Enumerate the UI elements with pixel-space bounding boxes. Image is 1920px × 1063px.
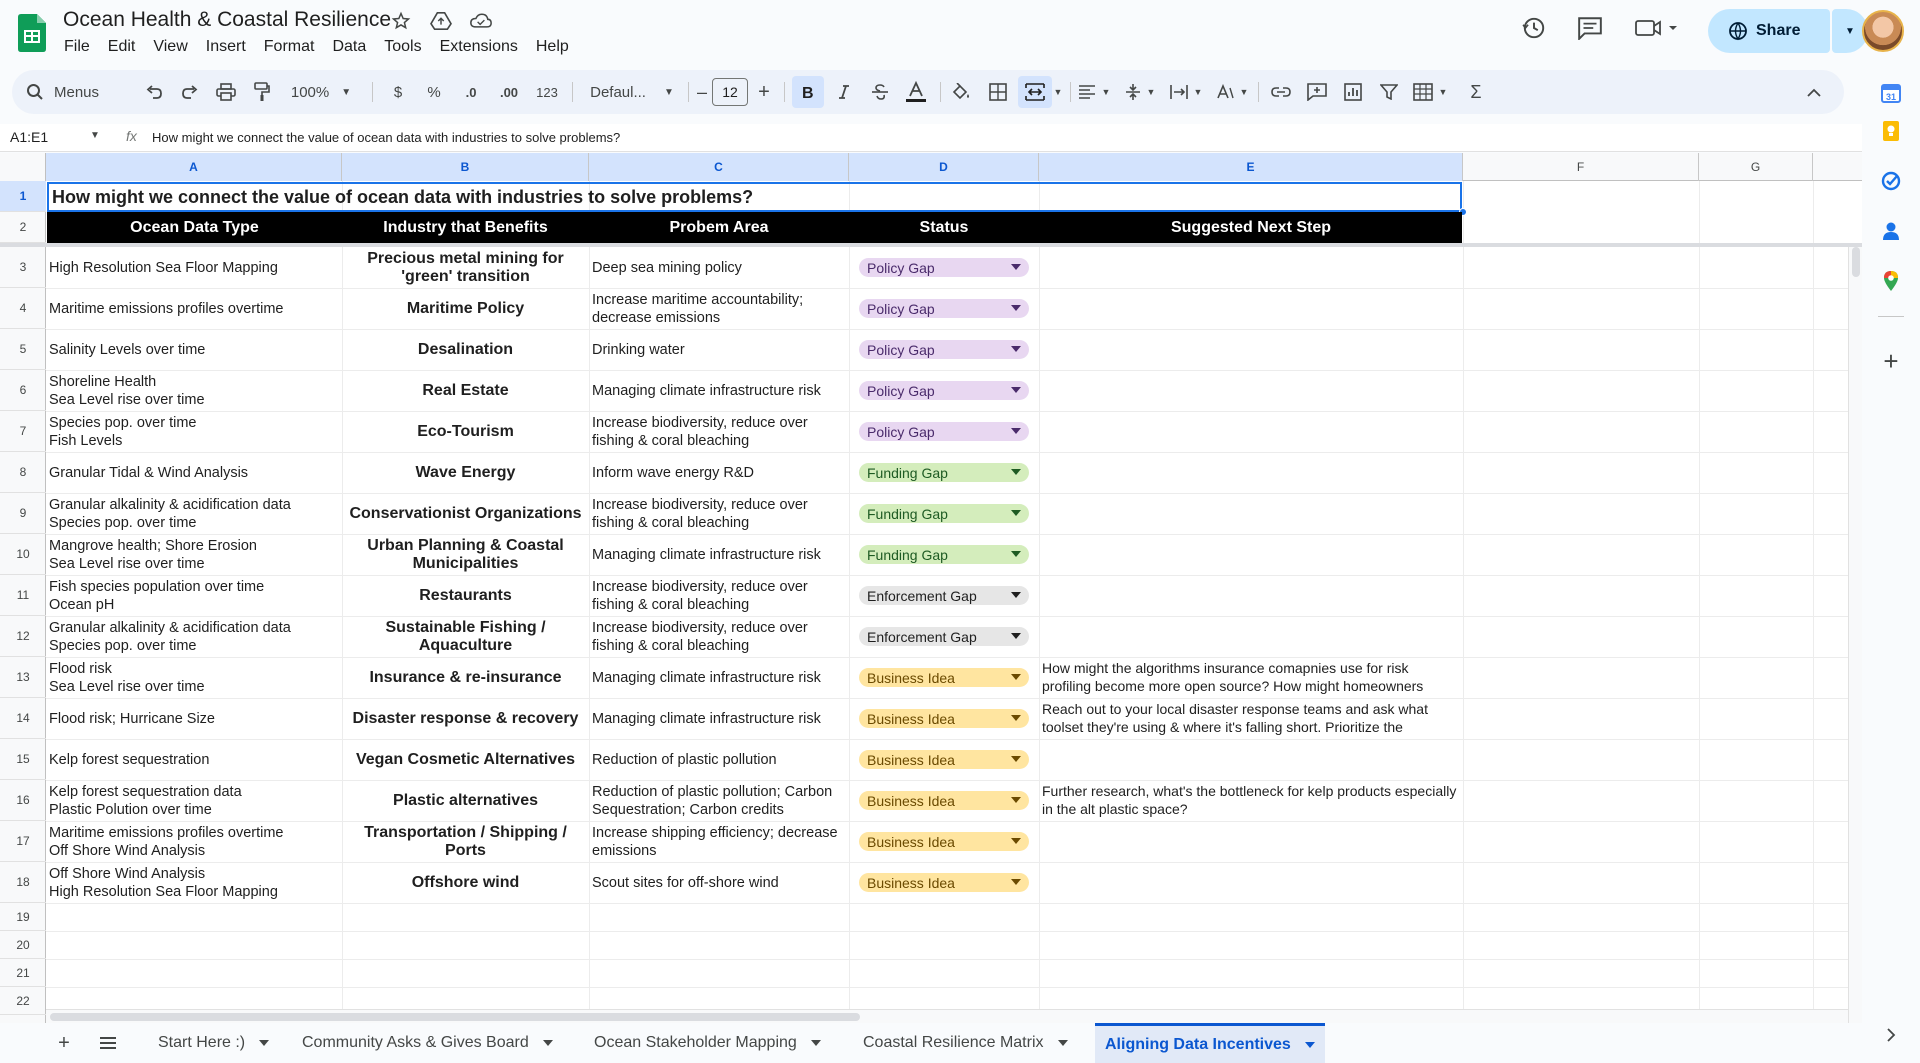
status-dropdown-chip[interactable] — [859, 504, 1029, 523]
tab-aligning-data[interactable] — [1095, 1023, 1325, 1063]
cell-ocean-data-type[interactable]: Granular alkalinity & acidification data Species pop. over time — [49, 619, 291, 654]
horizontal-scroll-thumb[interactable] — [50, 1013, 860, 1021]
row-header-8[interactable]: 8 — [0, 452, 46, 493]
chip-dropdown-icon[interactable] — [1011, 551, 1021, 557]
italic-icon[interactable] — [832, 70, 856, 114]
column-header-h[interactable] — [1813, 153, 1848, 181]
cell-ocean-data-type[interactable]: Flood risk Sea Level rise over time — [49, 660, 205, 695]
toolbar-divider — [784, 82, 785, 102]
meet-video-icon[interactable] — [1634, 14, 1680, 42]
globe-icon — [1728, 21, 1748, 41]
borders-icon[interactable] — [986, 70, 1010, 114]
status-dropdown-chip[interactable] — [859, 873, 1029, 892]
cell-next-step[interactable] — [1039, 411, 1463, 452]
toolbar-divider — [1070, 82, 1071, 102]
top-bar — [0, 0, 1920, 64]
bold-icon[interactable] — [792, 76, 824, 108]
cell-next-step[interactable] — [1039, 247, 1463, 288]
cell-problem-area[interactable]: Increase biodiversity, reduce over fishing & coral bleaching — [592, 619, 808, 654]
cell-industry[interactable]: Disaster response & recovery — [352, 709, 579, 727]
cell-problem-area[interactable]: Scout sites for off-shore wind — [592, 874, 779, 891]
cell-ocean-data-type[interactable]: Shoreline Health Sea Level rise over time — [49, 373, 205, 408]
chip-dropdown-icon[interactable] — [1011, 633, 1021, 639]
tab-menu-caret-icon[interactable] — [1058, 1040, 1068, 1046]
cell-problem-area[interactable]: Managing climate infrastructure risk — [592, 710, 821, 727]
gridline — [46, 903, 1862, 904]
cell-industry[interactable]: Urban Planning & Coastal Municipalities — [367, 536, 564, 572]
cell-problem-area[interactable]: Increase shipping efficiency; decrease emissions — [592, 824, 838, 859]
chip-dropdown-icon[interactable] — [1011, 469, 1021, 475]
status-dropdown-chip[interactable] — [859, 832, 1029, 851]
horizontal-align-icon[interactable]: ▼ — [1076, 70, 1112, 114]
cell-industry[interactable]: Precious metal mining for 'green' transition — [367, 249, 564, 285]
cell-ocean-data-type[interactable]: Maritime emissions profiles overtime — [49, 300, 284, 317]
status-label: Business Idea — [867, 874, 955, 891]
undo-icon[interactable] — [142, 70, 166, 114]
row-header-7[interactable]: 7 — [0, 411, 46, 452]
cell-industry[interactable]: Conservationist Organizations — [349, 504, 582, 522]
status-dropdown-chip[interactable] — [859, 750, 1029, 769]
status-label: Business Idea — [867, 792, 955, 809]
filter-views-icon[interactable]: ▼ — [1410, 70, 1450, 114]
cell-next-step[interactable] — [1039, 534, 1463, 575]
row-header-1[interactable]: 1 — [0, 181, 46, 212]
cell-industry[interactable]: Plastic alternatives — [393, 791, 538, 809]
tab-label: Start Here :) — [158, 1034, 246, 1051]
cell-next-step[interactable] — [1039, 862, 1463, 903]
cell-ocean-data-type[interactable]: Mangrove health; Shore Erosion Sea Level rise over time — [49, 537, 257, 572]
keep-icon[interactable] — [1880, 120, 1902, 142]
text-wrapping-icon[interactable]: ▼ — [1168, 70, 1204, 114]
vertical-scrollbar[interactable] — [1848, 247, 1862, 1023]
move-to-drive-icon[interactable] — [430, 10, 452, 32]
menu-file[interactable]: File — [64, 38, 90, 55]
header-ocean-data-type[interactable]: Ocean Data Type — [130, 218, 259, 236]
font-value: Defaul... — [590, 83, 646, 101]
row-header-15[interactable]: 15 — [0, 739, 46, 780]
insert-chart-icon[interactable] — [1340, 70, 1366, 114]
cell-problem-area[interactable]: Drinking water — [592, 341, 685, 358]
cell-industry[interactable]: Transportation / Shipping / Ports — [364, 823, 567, 859]
cell-next-step[interactable] — [1039, 575, 1463, 616]
cell-ocean-data-type[interactable]: Species pop. over time Fish Levels — [49, 414, 197, 449]
name-box-dropdown-icon[interactable]: ▼ — [90, 130, 100, 141]
redo-icon[interactable] — [178, 70, 202, 114]
cell-problem-area[interactable]: Deep sea mining policy — [592, 259, 742, 276]
status-dropdown-chip[interactable] — [859, 627, 1029, 646]
chip-dropdown-icon[interactable] — [1011, 756, 1021, 762]
chip-dropdown-icon[interactable] — [1011, 305, 1021, 311]
cell-industry[interactable]: Maritime Policy — [406, 299, 525, 317]
chip-dropdown-icon[interactable] — [1011, 879, 1021, 885]
toolbar-divider — [940, 82, 941, 102]
row-header-3[interactable]: 3 — [0, 247, 46, 288]
gridline — [1463, 181, 1464, 1023]
status-dropdown-chip[interactable] — [859, 381, 1029, 400]
row-header-21[interactable]: 21 — [0, 959, 46, 987]
status-label: Policy Gap — [867, 259, 935, 276]
side-panel-divider — [1878, 316, 1904, 317]
increase-font-size-button[interactable]: + — [758, 80, 770, 103]
cloud-status-icon[interactable] — [470, 10, 492, 32]
filter-icon[interactable] — [1376, 70, 1402, 114]
status-label: Funding Gap — [867, 505, 948, 522]
svg-text:31: 31 — [1886, 92, 1897, 102]
menu-extensions[interactable]: Extensions — [439, 38, 518, 55]
side-panel — [1862, 64, 1920, 1063]
row-header-16[interactable]: 16 — [0, 780, 46, 821]
add-sheet-icon[interactable]: + — [58, 1031, 70, 1054]
insert-comment-icon[interactable] — [1304, 70, 1330, 114]
cell-ocean-data-type[interactable]: Off Shore Wind Analysis High Resolution Sea Floor Mapping — [49, 865, 278, 900]
cell-industry[interactable]: Desalination — [417, 340, 514, 358]
row-header-9[interactable]: 9 — [0, 493, 46, 534]
row-header-12[interactable]: 12 — [0, 616, 46, 657]
table-header-row — [47, 212, 1462, 243]
cell-industry[interactable]: Wave Energy — [415, 463, 516, 481]
tab-start-here[interactable] — [148, 1023, 279, 1063]
text-color-icon[interactable] — [902, 70, 930, 114]
functions-icon[interactable]: Σ — [1470, 81, 1482, 102]
history-icon[interactable] — [1520, 14, 1548, 42]
tab-menu-caret-icon[interactable] — [543, 1040, 553, 1046]
gridline — [46, 987, 1862, 988]
decrease-decimal-button[interactable]: .0 — [465, 84, 477, 100]
row-header-5[interactable]: 5 — [0, 329, 46, 370]
print-icon[interactable] — [214, 70, 238, 114]
row-header-4[interactable]: 4 — [0, 288, 46, 329]
vertical-scroll-thumb[interactable] — [1852, 247, 1860, 277]
cell-problem-area[interactable]: Managing climate infrastructure risk — [592, 546, 821, 563]
contacts-icon[interactable] — [1880, 220, 1902, 242]
font-size-input[interactable]: 12 — [712, 78, 748, 106]
status-label: Funding Gap — [867, 464, 948, 481]
cell-next-step[interactable]: Reach out to your local disaster response teams and ask what toolset they're using & where it's falling short. Prioritize the — [1042, 701, 1428, 735]
cell-problem-area[interactable]: Reduction of plastic pollution; Carbon Sequestration; Carbon credits — [592, 783, 833, 818]
row-header-14[interactable]: 14 — [0, 698, 46, 739]
chip-dropdown-icon[interactable] — [1011, 510, 1021, 516]
tab-menu-caret-icon[interactable] — [259, 1040, 269, 1046]
status-dropdown-chip[interactable] — [859, 668, 1029, 687]
zoom-value: 100% — [290, 83, 330, 101]
toolbar-divider — [572, 82, 573, 102]
header-industry[interactable]: Industry that Benefits — [383, 218, 548, 236]
status-dropdown-chip[interactable] — [859, 299, 1029, 318]
cell-ocean-data-type[interactable]: Kelp forest sequestration — [49, 751, 210, 768]
title-actions — [390, 10, 492, 32]
decrease-font-size-button[interactable]: – — [696, 81, 707, 102]
header-problem-area[interactable]: Probem Area — [669, 218, 769, 236]
chip-dropdown-icon[interactable] — [1011, 797, 1021, 803]
cell-next-step[interactable] — [1039, 493, 1463, 534]
formula-input[interactable]: How might we connect the value of ocean data with industries to solve problems? — [152, 130, 621, 145]
row-header-13[interactable]: 13 — [0, 657, 46, 698]
font-select[interactable] — [584, 70, 680, 114]
fill-color-icon[interactable] — [948, 70, 974, 114]
status-label: Business Idea — [867, 669, 955, 686]
search-icon — [26, 83, 44, 101]
format-percent-button[interactable]: % — [427, 83, 441, 101]
row-header-2[interactable]: 2 — [0, 212, 46, 243]
cell-next-step[interactable] — [1039, 452, 1463, 493]
cell-ocean-data-type[interactable]: Kelp forest sequestration data Plastic Polution over time — [49, 783, 242, 818]
row-header-11[interactable]: 11 — [0, 575, 46, 616]
caret-down-icon: ▼ — [663, 86, 674, 98]
status-dropdown-chip[interactable] — [859, 791, 1029, 810]
chip-dropdown-icon[interactable] — [1011, 592, 1021, 598]
status-label: Enforcement Gap — [867, 587, 977, 604]
menu-insert[interactable]: Insert — [205, 38, 246, 55]
chip-dropdown-icon[interactable] — [1011, 715, 1021, 721]
status-dropdown-chip[interactable] — [859, 422, 1029, 441]
toolbar-divider — [372, 82, 373, 102]
cell-industry[interactable]: Restaurants — [419, 586, 512, 604]
column-header-f[interactable]: F — [1463, 153, 1699, 181]
vertical-align-icon[interactable]: ▼ — [1122, 70, 1158, 114]
fx-icon: fx — [126, 128, 137, 144]
increase-decimal-button[interactable]: .00 — [499, 84, 519, 100]
search-menus-label: Menus — [54, 83, 100, 101]
insert-link-icon[interactable] — [1268, 70, 1294, 114]
status-label: Funding Gap — [867, 546, 948, 563]
format-currency-button[interactable]: $ — [393, 83, 403, 101]
status-dropdown-chip[interactable] — [859, 545, 1029, 564]
caret-down-icon: ▼ — [341, 86, 352, 98]
chip-dropdown-icon[interactable] — [1011, 674, 1021, 680]
cell-problem-area[interactable]: Inform wave energy R&D — [592, 464, 754, 481]
merge-cells-icon[interactable] — [1018, 76, 1052, 108]
status-label: Business Idea — [867, 833, 955, 850]
menu-format[interactable]: Format — [263, 38, 315, 55]
gridline — [1813, 181, 1814, 1023]
sheet-title-cell[interactable]: How might we connect the value of ocean data with industries to solve problems? — [47, 182, 1462, 212]
cell-next-step[interactable] — [1039, 821, 1463, 862]
cell-industry[interactable]: Real Estate — [422, 381, 509, 399]
tasks-icon[interactable] — [1880, 170, 1902, 192]
cell-problem-area[interactable]: Increase biodiversity, reduce over fishing & coral bleaching — [592, 414, 808, 449]
menu-view[interactable]: View — [153, 38, 188, 55]
calendar-icon[interactable] — [1880, 82, 1902, 104]
status-label: Policy Gap — [867, 300, 935, 317]
header-next-step[interactable]: Suggested Next Step — [1170, 218, 1332, 236]
collapse-side-panel-icon[interactable] — [1880, 1024, 1902, 1046]
cell-ocean-data-type[interactable]: Salinity Levels over time — [49, 341, 206, 358]
header-status[interactable]: Status — [919, 218, 969, 236]
cell-problem-area[interactable]: Managing climate infrastructure risk — [592, 382, 821, 399]
collapse-menus-icon[interactable] — [1802, 70, 1826, 114]
horizontal-scrollbar[interactable] — [46, 1009, 1848, 1023]
cell-problem-area[interactable]: Increase biodiversity, reduce over fishing & coral bleaching — [592, 496, 808, 531]
cell-problem-area[interactable]: Increase biodiversity, reduce over fishing & coral bleaching — [592, 578, 808, 613]
cell-problem-area[interactable]: Managing climate infrastructure risk — [592, 669, 821, 686]
status-label: Policy Gap — [867, 341, 935, 358]
cell-industry[interactable]: Sustainable Fishing / Aquaculture — [385, 618, 546, 654]
more-formats-button[interactable]: 123 — [536, 84, 558, 100]
row-header-6[interactable]: 6 — [0, 370, 46, 411]
menu-help[interactable]: Help — [535, 38, 569, 55]
menu-bar — [64, 38, 587, 56]
cell-ocean-data-type[interactable]: Fish species population over time Ocean pH — [49, 578, 265, 613]
cell-industry[interactable]: Insurance & re-insurance — [369, 668, 562, 686]
chip-dropdown-icon[interactable] — [1011, 428, 1021, 434]
name-box[interactable]: A1:E1 — [10, 129, 49, 145]
status-dropdown-chip[interactable] — [859, 258, 1029, 277]
cell-next-step[interactable] — [1039, 329, 1463, 370]
status-label: Business Idea — [867, 751, 955, 768]
share-label: Share — [1756, 22, 1801, 39]
status-label: Business Idea — [867, 710, 955, 727]
column-header-c[interactable]: C — [589, 153, 849, 181]
column-headers — [0, 153, 1862, 181]
cell-industry[interactable]: Vegan Cosmetic Alternatives — [355, 750, 576, 768]
row-header-18[interactable]: 18 — [0, 862, 46, 903]
column-header-g[interactable]: G — [1699, 153, 1813, 181]
cell-problem-area[interactable]: Increase maritime accountability; decrease emissions — [592, 291, 804, 326]
avatar[interactable] — [1862, 10, 1904, 52]
cell-problem-area[interactable]: Reduction of plastic pollution — [592, 751, 777, 768]
maps-icon[interactable] — [1880, 270, 1902, 292]
tab-menu-caret-icon[interactable] — [811, 1040, 821, 1046]
select-all-corner[interactable] — [0, 153, 46, 181]
tab-community-asks[interactable] — [292, 1023, 563, 1063]
cell-ocean-data-type[interactable]: Flood risk; Hurricane Size — [49, 710, 215, 727]
zoom-select[interactable] — [286, 70, 356, 114]
cell-industry[interactable]: Eco-Tourism — [417, 422, 514, 440]
document-title[interactable]: Ocean Health & Coastal Resilience — [63, 8, 392, 31]
status-dropdown-chip[interactable] — [859, 340, 1029, 359]
cell-next-step[interactable] — [1039, 616, 1463, 657]
paint-format-icon[interactable] — [250, 70, 274, 114]
row-header-10[interactable]: 10 — [0, 534, 46, 575]
row-header-22[interactable]: 22 — [0, 987, 46, 1015]
column-header-e[interactable]: E — [1039, 153, 1463, 181]
toolbar-divider — [1258, 82, 1259, 102]
gridline — [849, 181, 850, 1023]
sheet-tabs-bar — [0, 1023, 1862, 1063]
svg-text:B: B — [802, 85, 814, 100]
strikethrough-icon[interactable] — [868, 70, 892, 114]
row-header-20[interactable]: 20 — [0, 931, 46, 959]
column-header-b[interactable]: B — [342, 153, 589, 181]
tab-label: Coastal Resilience Matrix — [863, 1034, 1044, 1051]
formula-bar — [0, 124, 1862, 152]
cell-ocean-data-type[interactable]: Maritime emissions profiles overtime Off Shore Wind Analysis — [49, 824, 284, 859]
menu-edit[interactable]: Edit — [107, 38, 136, 55]
row-header-17[interactable]: 17 — [0, 821, 46, 862]
cell-ocean-data-type[interactable]: Granular Tidal & Wind Analysis — [49, 464, 249, 481]
gridline — [46, 959, 1862, 960]
text-rotation-icon[interactable]: ▼ — [1214, 70, 1250, 114]
toolbar — [12, 70, 1844, 114]
share-dropdown-icon[interactable]: ▼ — [1832, 9, 1868, 53]
column-header-d[interactable]: D — [849, 153, 1039, 181]
cell-industry[interactable]: Offshore wind — [411, 873, 520, 891]
sheets-logo-icon[interactable] — [18, 14, 46, 52]
add-addon-icon[interactable]: + — [1883, 345, 1899, 376]
status-label: Policy Gap — [867, 423, 935, 440]
row-headers — [0, 181, 46, 1023]
search-menus[interactable] — [26, 70, 116, 114]
cell-next-step[interactable]: How might the algorithms insurance comapnies use for risk profiling become more open source? How might homeowners — [1042, 660, 1424, 694]
share-button[interactable] — [1708, 9, 1830, 53]
tab-label: Community Asks & Gives Board — [302, 1034, 529, 1051]
comments-icon[interactable] — [1576, 14, 1604, 42]
tab-label: Aligning Data Incentives — [1105, 1035, 1291, 1053]
status-label: Enforcement Gap — [867, 628, 977, 645]
menu-tools[interactable]: Tools — [384, 38, 422, 55]
merge-caret-icon[interactable]: ▼ — [1053, 87, 1063, 97]
cell-next-step[interactable] — [1039, 370, 1463, 411]
row-header-19[interactable]: 19 — [0, 903, 46, 931]
cell-next-step[interactable]: Further research, what's the bottleneck for kelp products especially in the alt plastic space? — [1042, 783, 1457, 817]
chip-dropdown-icon[interactable] — [1011, 346, 1021, 352]
all-sheets-icon[interactable] — [96, 1031, 120, 1055]
gridline — [1699, 181, 1700, 1023]
status-dropdown-chip[interactable] — [859, 586, 1029, 605]
status-label: Policy Gap — [867, 382, 935, 399]
status-dropdown-chip[interactable] — [859, 463, 1029, 482]
status-dropdown-chip[interactable] — [859, 709, 1029, 728]
chip-dropdown-icon[interactable] — [1011, 387, 1021, 393]
column-header-a[interactable]: A — [46, 153, 342, 181]
cell-next-step[interactable] — [1039, 739, 1463, 780]
cell-ocean-data-type[interactable]: High Resolution Sea Floor Mapping — [49, 259, 278, 276]
toolbar-divider — [688, 82, 689, 102]
menu-data[interactable]: Data — [332, 38, 367, 55]
chip-dropdown-icon[interactable] — [1011, 838, 1021, 844]
tab-label: Ocean Stakeholder Mapping — [594, 1034, 797, 1051]
chip-dropdown-icon[interactable] — [1011, 264, 1021, 270]
tab-stakeholder-mapping[interactable] — [584, 1023, 831, 1063]
cell-next-step[interactable] — [1039, 288, 1463, 329]
tab-coastal-resilience[interactable] — [853, 1023, 1078, 1063]
star-icon[interactable] — [390, 10, 412, 32]
cell-ocean-data-type[interactable]: Granular alkalinity & acidification data Species pop. over time — [49, 496, 291, 531]
spreadsheet-grid[interactable] — [0, 153, 1862, 1023]
tab-menu-caret-icon[interactable] — [1305, 1042, 1315, 1048]
gridline — [46, 931, 1862, 932]
